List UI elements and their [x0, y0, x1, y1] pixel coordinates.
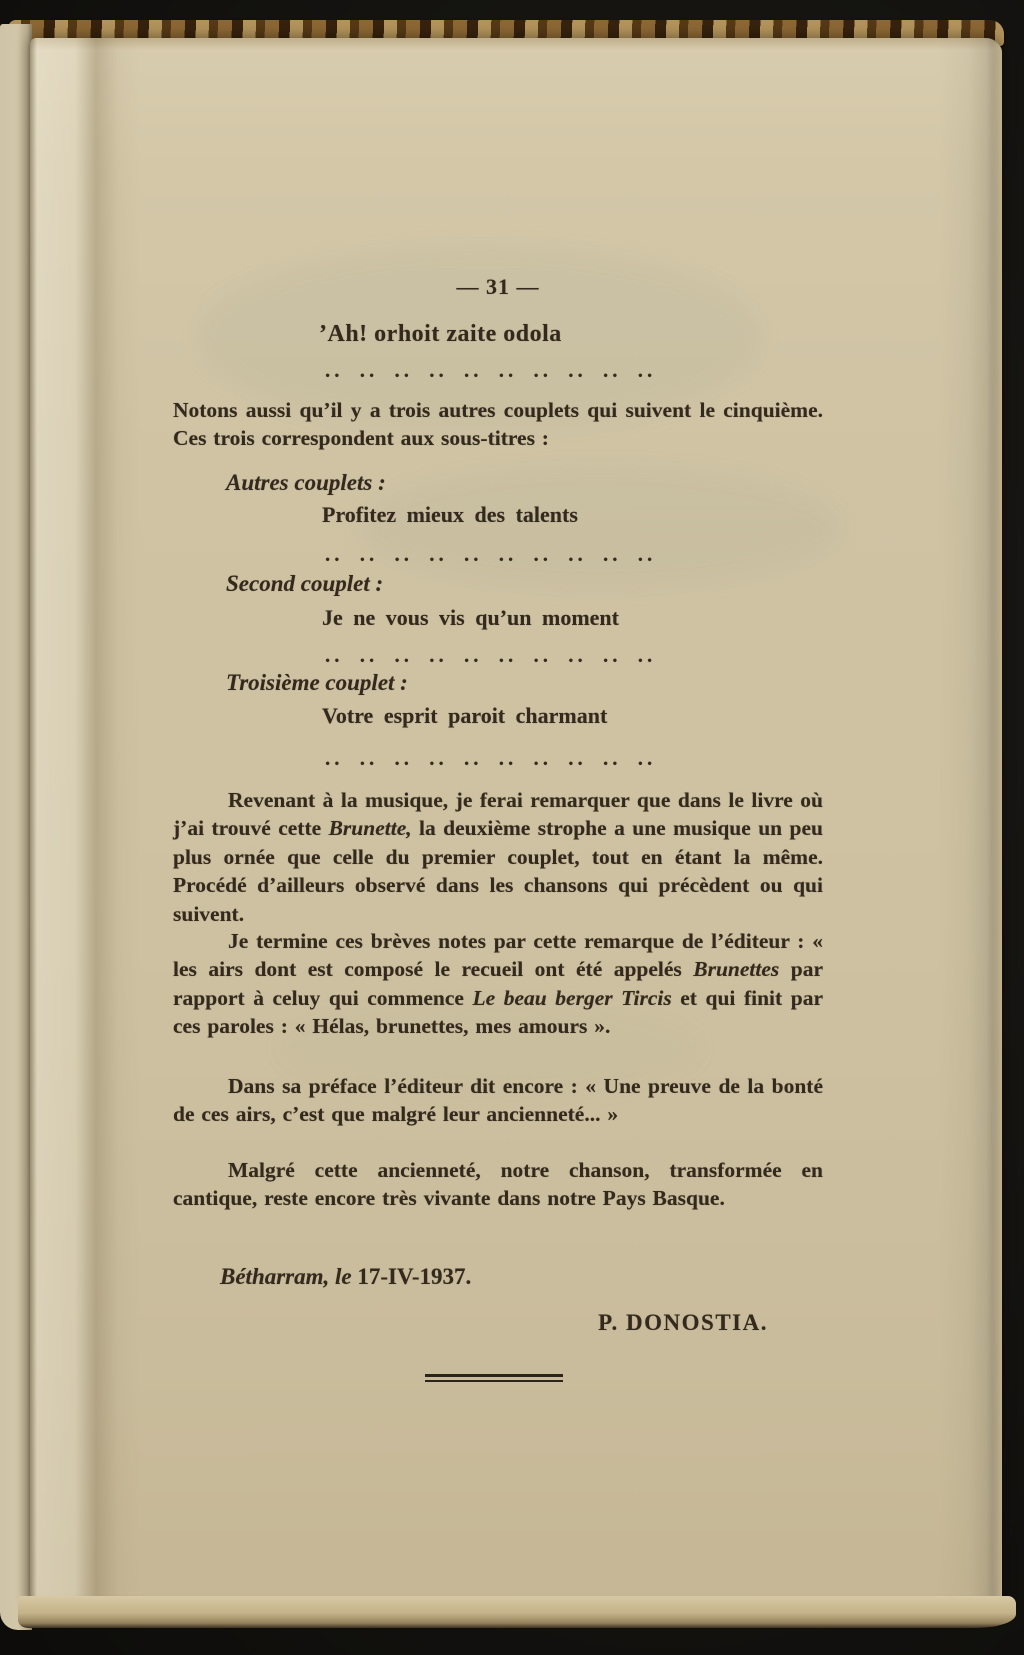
ellipsis-row: .. .. .. .. .. .. .. .. .. ..	[325, 643, 657, 667]
facing-page-strip	[0, 24, 32, 1630]
signature: P. DONOSTIA.	[598, 1310, 768, 1335]
intro-paragraph: Notons aussi qu’il y a trois autres couplets qui suivent le cinquième. Ces trois correspondent aux sous-titres :	[173, 398, 823, 450]
dateline	[220, 1264, 471, 1290]
book-page	[30, 38, 1002, 1614]
paragraph-text: et qui finit par ces paroles : « Hélas, brunettes, mes amours ».	[173, 985, 823, 1039]
closing-rule	[425, 1374, 563, 1382]
ellipsis-row: .. .. .. .. .. .. .. .. .. ..	[325, 358, 657, 382]
section-label-autres: Autres couplets :	[226, 470, 386, 495]
paragraph-malgre: Malgré cette ancienneté, notre chanson, transformée en cantique, reste encore très vivante dans notre Pays Basque.	[173, 1158, 823, 1211]
verse-line: Je ne vous vis qu’un moment	[322, 605, 619, 630]
section-label-troisieme: Troisième couplet :	[226, 670, 408, 695]
book-bottom-edge	[18, 1596, 1016, 1628]
show-through-ghost	[360, 468, 840, 588]
page-number: — 31 —	[456, 274, 540, 299]
paragraph-termine	[173, 927, 823, 1041]
paragraph-text: Revenant à la musique, je ferai remarquer que dans le livre où j’ai trouvé cette	[173, 788, 823, 841]
verse-line: Votre esprit paroit charmant	[322, 703, 608, 728]
paragraph-text: Je termine ces brèves notes par cette remarque de l’éditeur : « les airs dont est composé le recueil ont été appelés	[173, 929, 823, 982]
italic-term: Brunettes	[693, 957, 780, 982]
song-title: ’Ah! orhoit zaite odola	[319, 321, 562, 347]
page-stack-edge	[956, 42, 1002, 1608]
italic-term: Le beau berger Tircis	[472, 985, 672, 1010]
section-label-second: Second couplet :	[226, 571, 384, 596]
dateline-date: 17-IV-1937.	[357, 1264, 472, 1289]
paragraph-text: la deuxième strophe a une musique un peu plus ornée que celle du premier couplet, tout en étant la même. Procédé d’ailleurs observé dans les chansons qui précèdent ou qui suivent.	[173, 816, 824, 926]
verse-line: Profitez mieux des talents	[322, 502, 578, 527]
ellipsis-row: .. .. .. .. .. .. .. .. .. ..	[325, 542, 657, 566]
ellipsis-row: .. .. .. .. .. .. .. .. .. ..	[325, 746, 657, 770]
paragraph-revenant	[173, 786, 823, 928]
paragraph-text: par rapport à celuy qui commence	[173, 957, 824, 1010]
italic-term: Brunette,	[328, 816, 412, 841]
paragraph-preface: Dans sa préface l’éditeur dit encore : « Une preuve de la bonté de ces airs, c’est que malgré leur ancienneté... »	[173, 1074, 823, 1127]
dateline-place: Bétharram, le	[220, 1264, 358, 1289]
